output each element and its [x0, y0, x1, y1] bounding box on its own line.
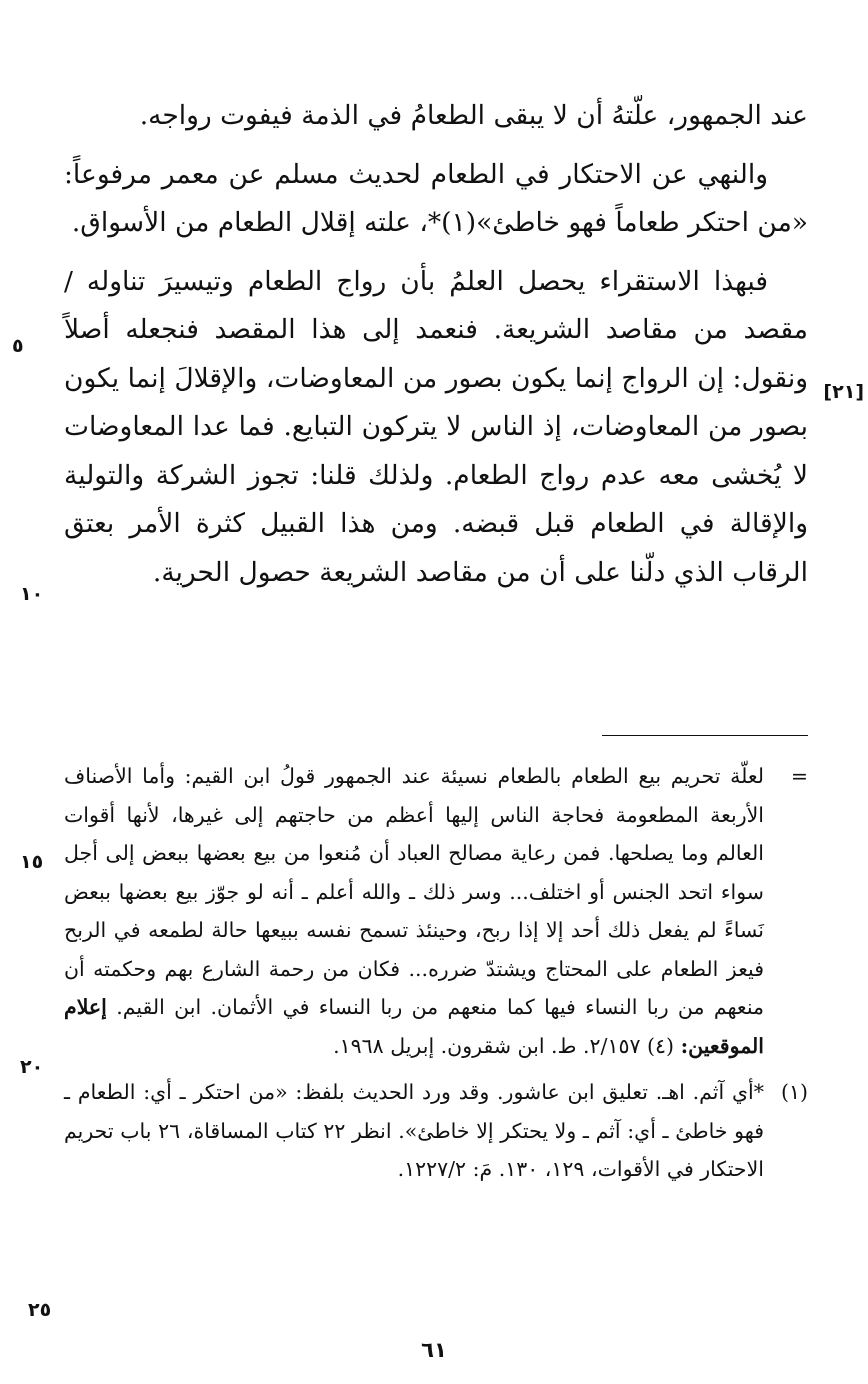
paragraph-1: عند الجمهور، علّتهُ أن لا يبقى الطعامُ في الذمة فيفوت رواجه.: [139, 100, 808, 131]
source-title: إعلام الموقعين:: [64, 995, 764, 1058]
main-text: [64, 92, 808, 597]
paragraph-2: [64, 151, 808, 248]
footnote-continued-text: لعلّة تحريم بيع الطعام بالطعام نسيئة عند الجمهور قولُ ابن القيم: وأما الأصناف الأربعة المطعومة فحاجة الناس إليها أعظم من حاجتهم إلى غيرها، لأنها أقوات العالم وما يصلحها. فمن رعاية مصالح العباد أن مُنعوا من بيع بعضها ببعض إلى أجل سواء اتحد الجنس أو اختلف... وسر ذلك ـ والله أعلم ـ أنه لو جوّز بيع بعضها ببعض نَساءً لم يفعل ذلك أحد إلا إذا ربح، وحينئذ تسمح نفسه ببيعها حالة لطمعه في الربح فيعز الطعام على المحتاج ويشتدّ ضرره... فكان من رحمة الشارع بهم وحكمته أن منعهم من ربا النساء فيها كما منعهم من ربا النساء في الأثمان. ابن القيم.: [64, 764, 764, 1019]
footnote-continued: [64, 757, 808, 1065]
footnotes: [64, 757, 808, 1189]
footnote-1-mark: (١): [780, 1080, 808, 1104]
paragraph-3-text: فبهذا الاستقراء يحصل العلمُ بأن رواج الطعام وتيسيرَ تناوله /مقصد من مقاصد الشريعة. فنعمد إلى هذا المقصد فنجعله أصلاً ونقول: إن الرواج إنما يكون بصور من المعاوضات، والإقلالَ إنما يكون بصور من المعاوضات، إذ الناس لا يتركون التبايع. فما عدا المعاوضات لا يُخشى معه عدم رواج الطعام. ولذلك قلنا: تجوز الشركة والتولية والإقالة في الطعام قبل قبضه. ومن هذا القبيل كثرة الأمر بعتق الرقاب الذي دلّنا على أن من مقاصد الشريعة حصول الحرية.: [64, 265, 808, 588]
footnote-1: [64, 1073, 808, 1189]
source-reference: (٤) ٢/١٥٧. ط. ابن شقرون. إبريل ١٩٦٨.: [333, 1033, 675, 1058]
footnote-separator: [602, 735, 808, 736]
line-number: ٥: [12, 335, 24, 357]
footnote-1-text: *أي آثم. اهـ. تعليق ابن عاشور. وقد ورد الحديث بلفظ: «من احتكر ـ أي: الطعام ـ فهو خاطئ ـ أي: آثم ـ ولا يحتكر إلا خاطئ». انظر ٢٢ كتاب المساقاة، ٢٦ باب تحريم الاحتكار في الأقوات، ١٢٩، ١٣٠. مَ: ١٢٢٧/٢.: [64, 1080, 765, 1181]
line-number: ٢٠: [20, 1056, 44, 1078]
paragraph-2-text: والنهي عن الاحتكار في الطعام لحديث مسلم عن معمر مرفوعاً: «من احتكر طعاماً فهو خاطئ»(١)*، علته إقلال الطعام من الأسواق.: [64, 158, 808, 238]
line-number: ١٥: [20, 851, 44, 873]
line-number: ١٠: [20, 583, 44, 605]
page-number: ٦١: [421, 1338, 447, 1362]
page-marker: [٢١]: [823, 381, 864, 403]
continuation-mark: =: [790, 764, 808, 788]
line-number: ٢٥: [28, 1299, 52, 1321]
paragraph-3: [64, 258, 808, 598]
